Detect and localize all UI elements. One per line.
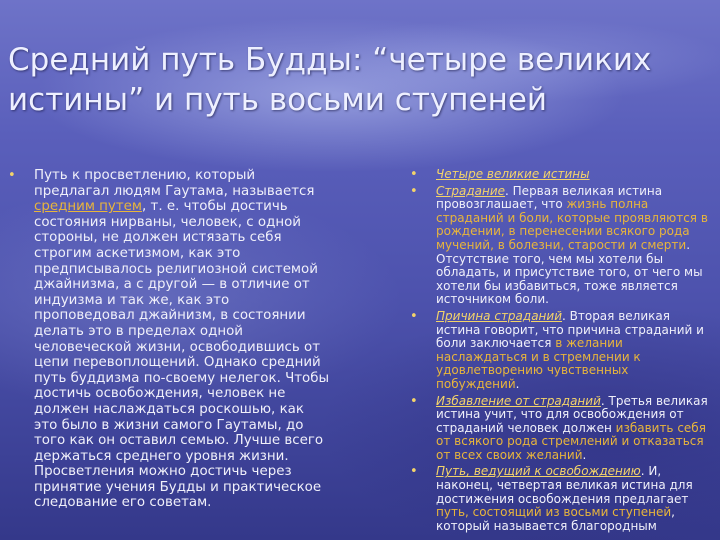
bullet-icon: •	[410, 393, 418, 409]
truth-text: , который называется благородным	[436, 505, 675, 533]
truth-item-header	[410, 168, 715, 182]
truth-heading: Причина страданий	[436, 308, 562, 323]
truth-text: .	[515, 376, 520, 391]
right-column	[410, 168, 715, 536]
truth-text: . Вторая великая истина говорит, что причина страданий и боли заключается	[436, 308, 704, 351]
left-paragraph	[34, 168, 330, 511]
title-line-1: Средний путь Будды: “четыре великих	[8, 42, 652, 78]
truth-text: . И, наконец, четвертая великая истина для достижения освобождения предлагает	[436, 464, 693, 506]
truth-heading: Избавление от страданий	[436, 393, 601, 408]
left-text-part2: , т. е. чтобы достичь состояния нирваны, человек, с одной стороны, не должен истязать себя строгим аскетизмом, как это предписывалось религиозной системой джайнизма, а с другой — в отличие от индуизма и так же, как это проповедовал джайнизм, в состоянии делать это в пределах одной человеческой жизни, освободившись от цепи перевоплощений. Однако средний путь буддизма по-своему нелегок. Чтобы достичь освобождения, человек не должен наслаждаться роскошью, как это было в жизни самого Гаутамы, до того как он оставил семью. Лучше всего держаться среднего уровня жизни. Просветления можно достичь через принятие учения Будды и практическое следование его советам.	[34, 199, 330, 511]
truth-item-cause	[410, 310, 715, 392]
truth-text: . Третья великая истина учит, что для освобождения от страданий человек должен	[436, 393, 708, 435]
truths-heading: Четыре великие истины	[436, 167, 590, 181]
truth-heading: Страдание	[436, 183, 506, 198]
bullet-icon: •	[410, 464, 418, 480]
slide-title	[8, 40, 708, 120]
bullet-icon: •	[410, 183, 418, 199]
truth-highlight: избавить себя от всякого рода стремлений и отказаться от всех своих желаний	[436, 420, 706, 462]
bullet-icon: •	[410, 308, 418, 324]
truth-highlight: в желании наслаждаться и в стремлении к удовлетворению чувственных побуждений	[436, 336, 641, 391]
truth-text: .	[582, 447, 587, 462]
bullet-icon: •	[410, 167, 418, 182]
left-text-part1: Путь к просветлению, который предлагал людям Гаутама, называется	[34, 168, 315, 199]
truth-highlight: жизнь полна страданий и боли, которые проявляются в рождении, в перенесении всякого рода мучений, в болезни, старости и смерти	[436, 197, 708, 252]
bullet-icon: •	[8, 168, 16, 183]
middle-path-highlight: средним путем	[34, 199, 142, 215]
truth-item-suffering	[410, 185, 715, 307]
truth-text: . Первая великая истина провозглашает, что	[436, 183, 663, 212]
truth-text: . Отсутствие того, чем мы хотели бы обладать, и присутствие того, от чего мы хотели бы избавиться, тоже является источником боли.	[436, 237, 703, 307]
truth-item-cessation	[410, 395, 715, 463]
truth-item-path	[410, 465, 715, 533]
truth-heading: Путь, ведущий к освобождению	[436, 464, 641, 479]
left-column	[8, 168, 330, 511]
title-line-2: истины” и путь восьми ступеней	[8, 82, 548, 118]
truth-highlight: путь, состоящий из восьми ступеней	[436, 505, 672, 520]
